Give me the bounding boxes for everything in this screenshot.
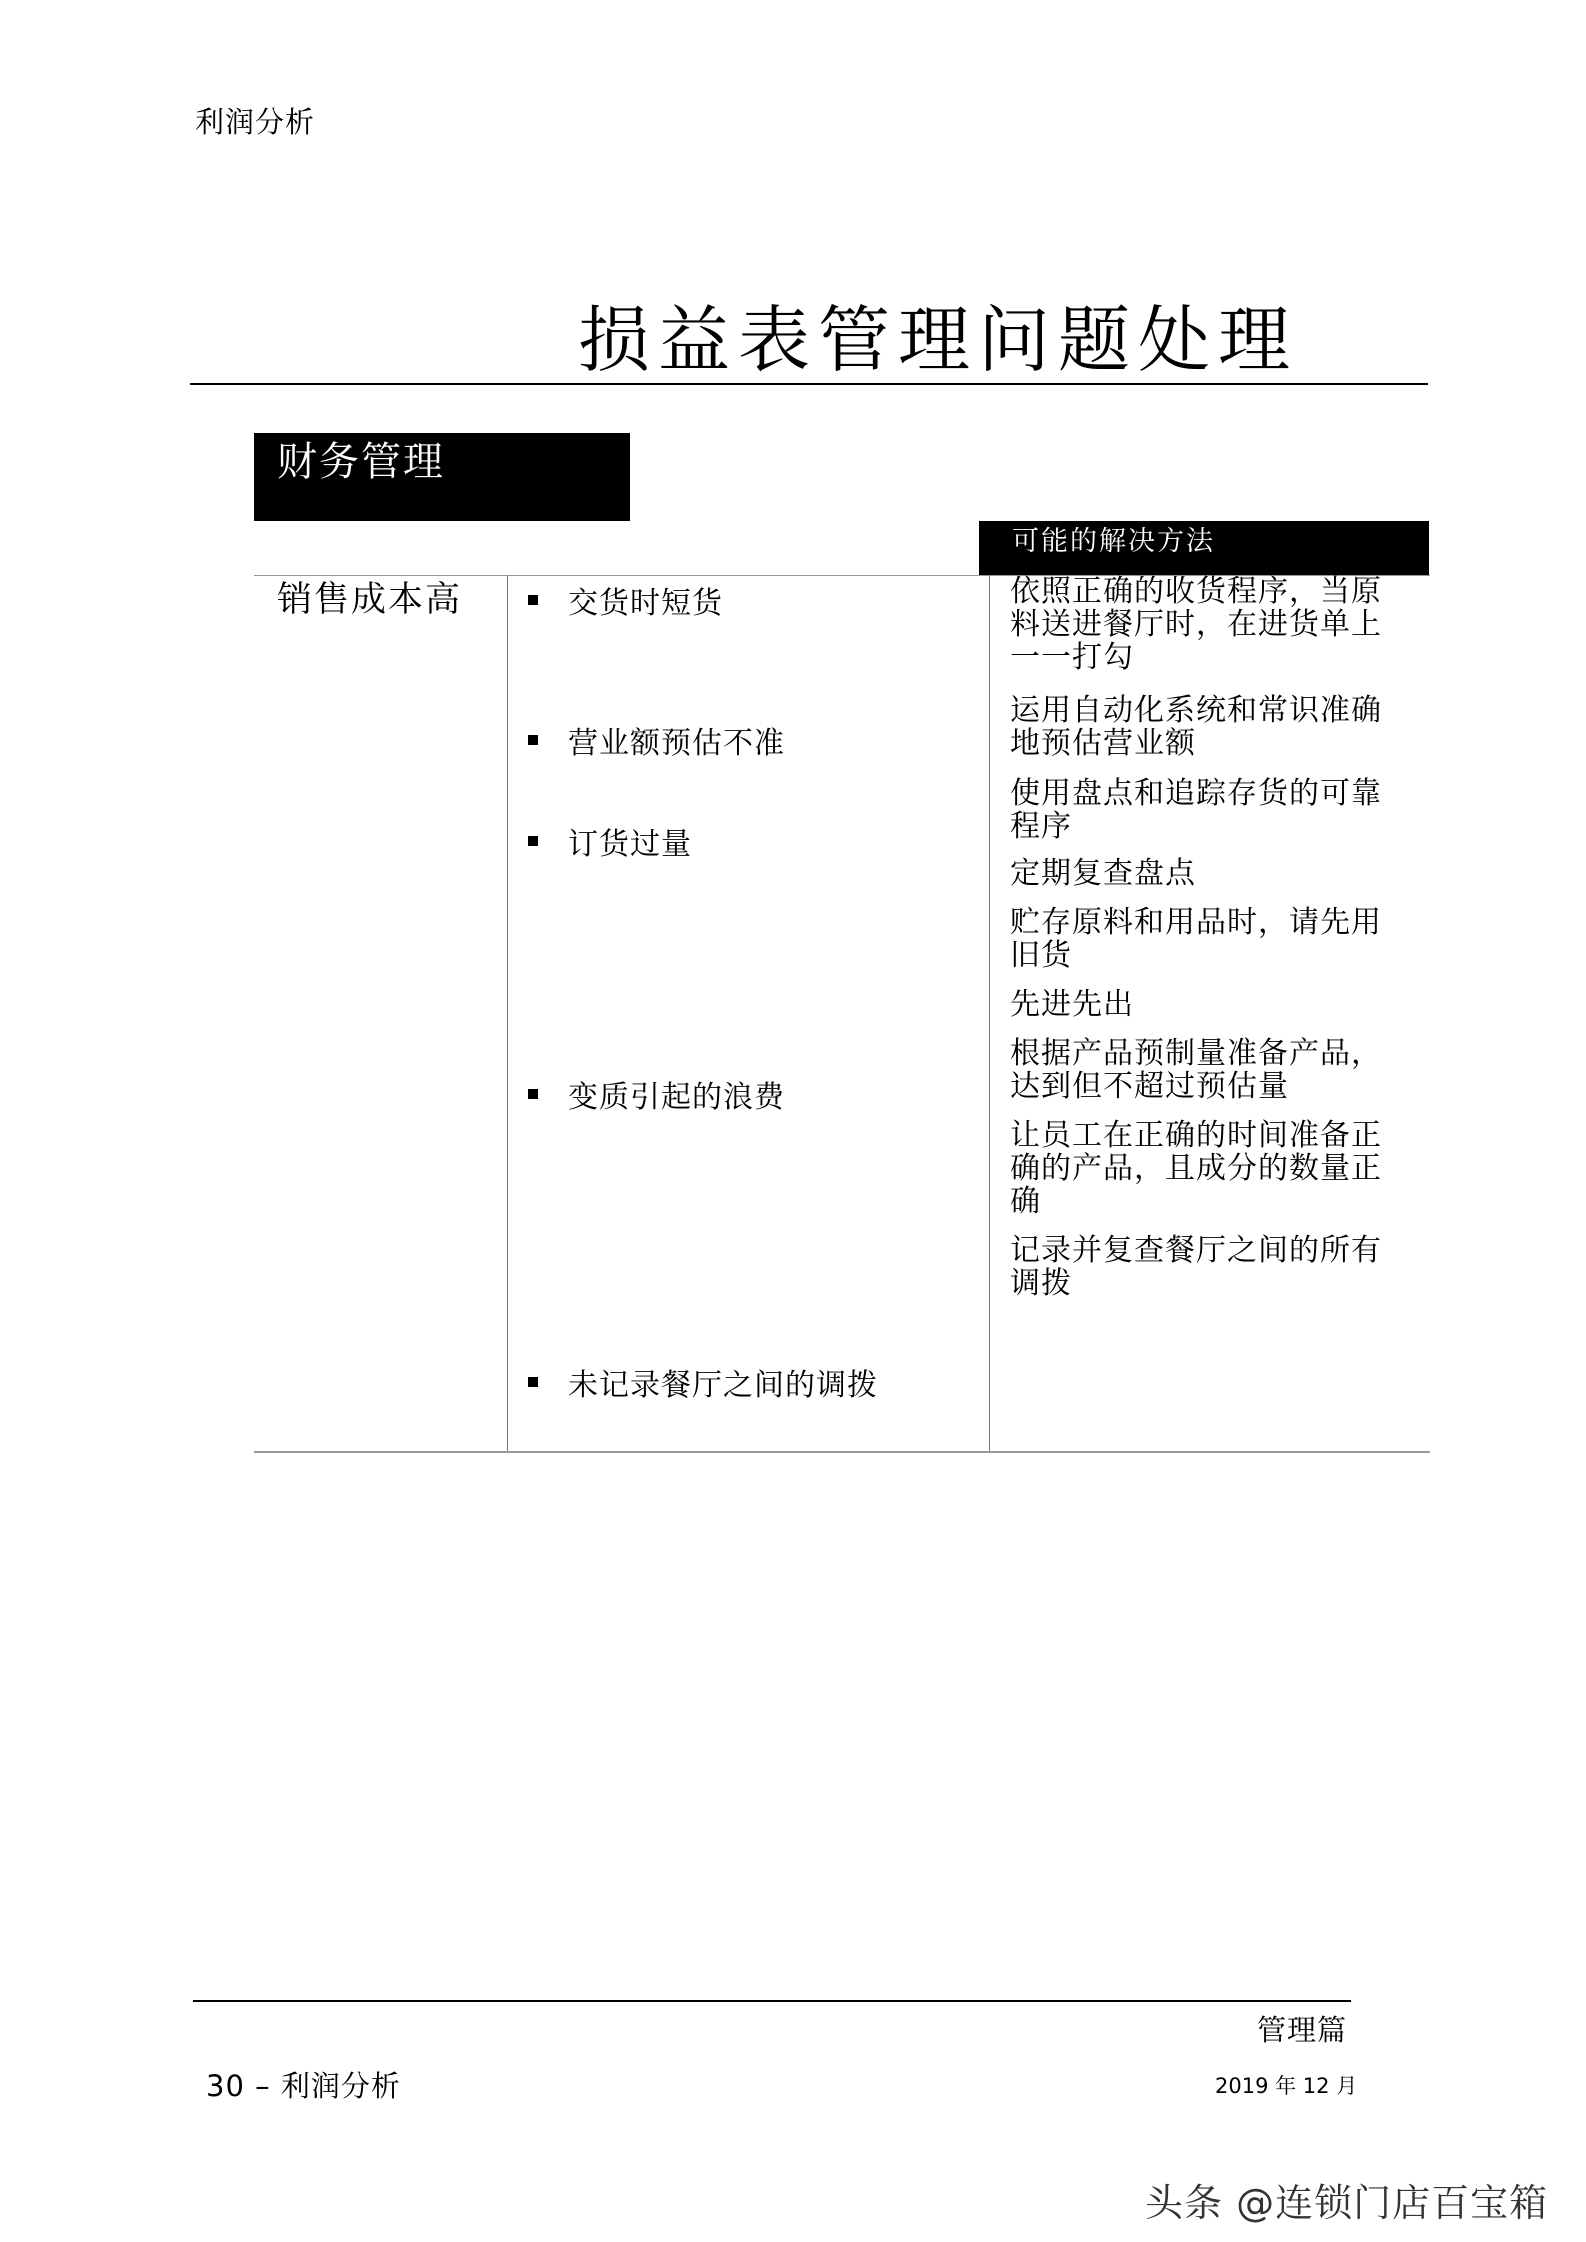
footer-date: 2019 年 12 月 [1215, 2074, 1358, 2098]
watermark: 头条 @连锁门店百宝箱 [1145, 2181, 1549, 2225]
solution-item: 贮存原料和用品时，请先用旧货 [1010, 905, 1382, 973]
cause-text: 变质引起的浪费 [568, 1080, 785, 1115]
column-divider-1 [507, 575, 508, 1452]
cause-item [528, 1072, 785, 1116]
bullet-icon [528, 1377, 538, 1387]
running-header: 利润分析 [195, 105, 316, 139]
solution-item: 运用自动化系统和常识准确地预估营业额 [1010, 693, 1382, 761]
cause-item [528, 819, 692, 863]
solution-item: 记录并复查餐厅之间的所有调拨 [1010, 1233, 1382, 1301]
solution-item: 根据产品预制量准备产品，达到但不超过预估量 [1010, 1036, 1382, 1104]
table-bottom-rule [254, 1451, 1430, 1453]
solution-item: 先进先出 [1010, 987, 1134, 1022]
solutions-header: 可能的解决方法 [1012, 526, 1215, 557]
footer-section: 管理篇 [1257, 2013, 1348, 2047]
footer-divider [193, 2000, 1351, 2002]
cause-text: 未记录餐厅之间的调拨 [568, 1368, 878, 1403]
cause-item [528, 578, 723, 622]
section-label: 财务管理 [277, 439, 445, 485]
page-title: 损益表管理问题处理 [578, 298, 1299, 382]
cause-text: 订货过量 [568, 827, 692, 862]
cause-text: 营业额预估不准 [568, 726, 785, 761]
column-divider-2 [989, 575, 990, 1452]
cause-item [528, 718, 785, 762]
bullet-icon [528, 595, 538, 605]
solution-item: 依照正确的收货程序，当原料送进餐厅时，在进货单上一一打勾 [1010, 574, 1382, 675]
cause-item [528, 1360, 878, 1404]
solution-item: 让员工在正确的时间准备正确的产品，且成分的数量正确 [1010, 1118, 1382, 1219]
problem-cell: 销售成本高 [277, 580, 463, 620]
footer-page-number: 30 – 利润分析 [206, 2069, 401, 2103]
cause-text: 交货时短货 [568, 586, 723, 621]
bullet-icon [528, 1089, 538, 1099]
title-divider [190, 383, 1428, 385]
solution-item: 使用盘点和追踪存货的可靠程序 [1010, 776, 1382, 844]
solution-item: 定期复查盘点 [1010, 856, 1196, 891]
bullet-icon [528, 836, 538, 846]
bullet-icon [528, 735, 538, 745]
